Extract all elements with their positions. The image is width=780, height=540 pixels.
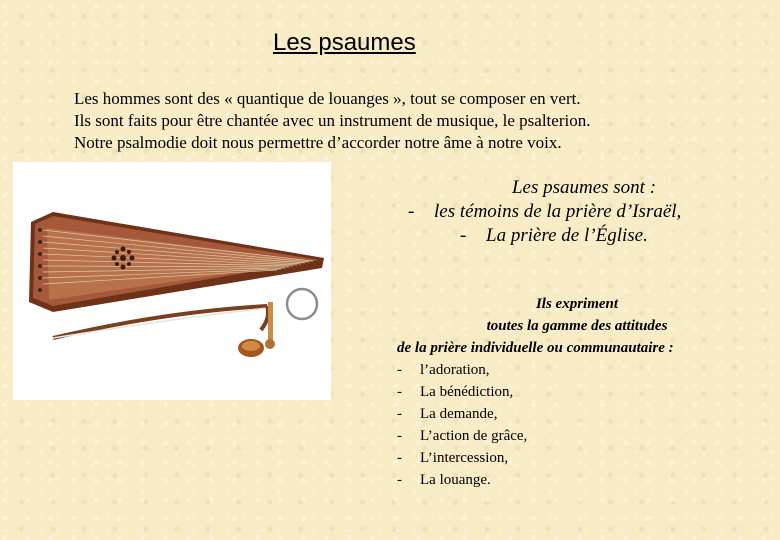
psaumes-sont-heading: Les psaumes sont : [511, 177, 657, 198]
intro-line: Ils sont faits pour être chantée avec un instrument de musique, le psalterion. [74, 111, 591, 130]
list-item-text: La bénédiction, [420, 384, 514, 400]
psaltery-illustration [13, 162, 331, 400]
list-dash: - [460, 225, 467, 246]
list-item [408, 200, 770, 224]
list-item [397, 403, 757, 425]
list-dash: - [397, 450, 402, 466]
list-item [397, 359, 757, 381]
attitudes-heading-line: Ils expriment [535, 296, 619, 312]
list-item-text: les témoins de la prière d’Israël, [434, 201, 682, 222]
intro-paragraph [74, 88, 590, 154]
page-title: Les psaumes [273, 29, 416, 56]
list-dash: - [397, 384, 402, 400]
list-item [397, 447, 757, 469]
list-item [397, 469, 757, 491]
psaltery-photo [13, 162, 331, 400]
intro-line: Les hommes sont des « quantique de louanges », tout se composer en vert. [74, 89, 581, 108]
list-dash: - [408, 201, 415, 222]
list-item [397, 381, 757, 403]
attitudes-block [397, 293, 757, 491]
psaumes-sont-block [380, 176, 770, 248]
list-item-text: l’adoration, [420, 362, 490, 378]
attitudes-heading-line: toutes la gamme des attitudes [486, 318, 668, 334]
list-item-text: L’intercession, [420, 450, 509, 466]
list-item-text: La louange. [420, 472, 491, 488]
list-item [460, 224, 770, 248]
attitudes-heading [397, 293, 757, 359]
list-dash: - [397, 362, 402, 378]
list-item-text: L’action de grâce, [420, 428, 528, 444]
list-dash: - [397, 472, 402, 488]
list-dash: - [397, 428, 402, 444]
intro-line: Notre psalmodie doit nous permettre d’accorder notre âme à notre voix. [74, 133, 562, 152]
attitudes-list [397, 359, 757, 491]
list-item-text: La prière de l’Église. [486, 225, 648, 246]
list-item-text: La demande, [420, 406, 498, 422]
list-item [397, 425, 757, 447]
list-dash: - [397, 406, 402, 422]
attitudes-heading-line: de la prière individuelle ou communautaire : [397, 340, 674, 356]
